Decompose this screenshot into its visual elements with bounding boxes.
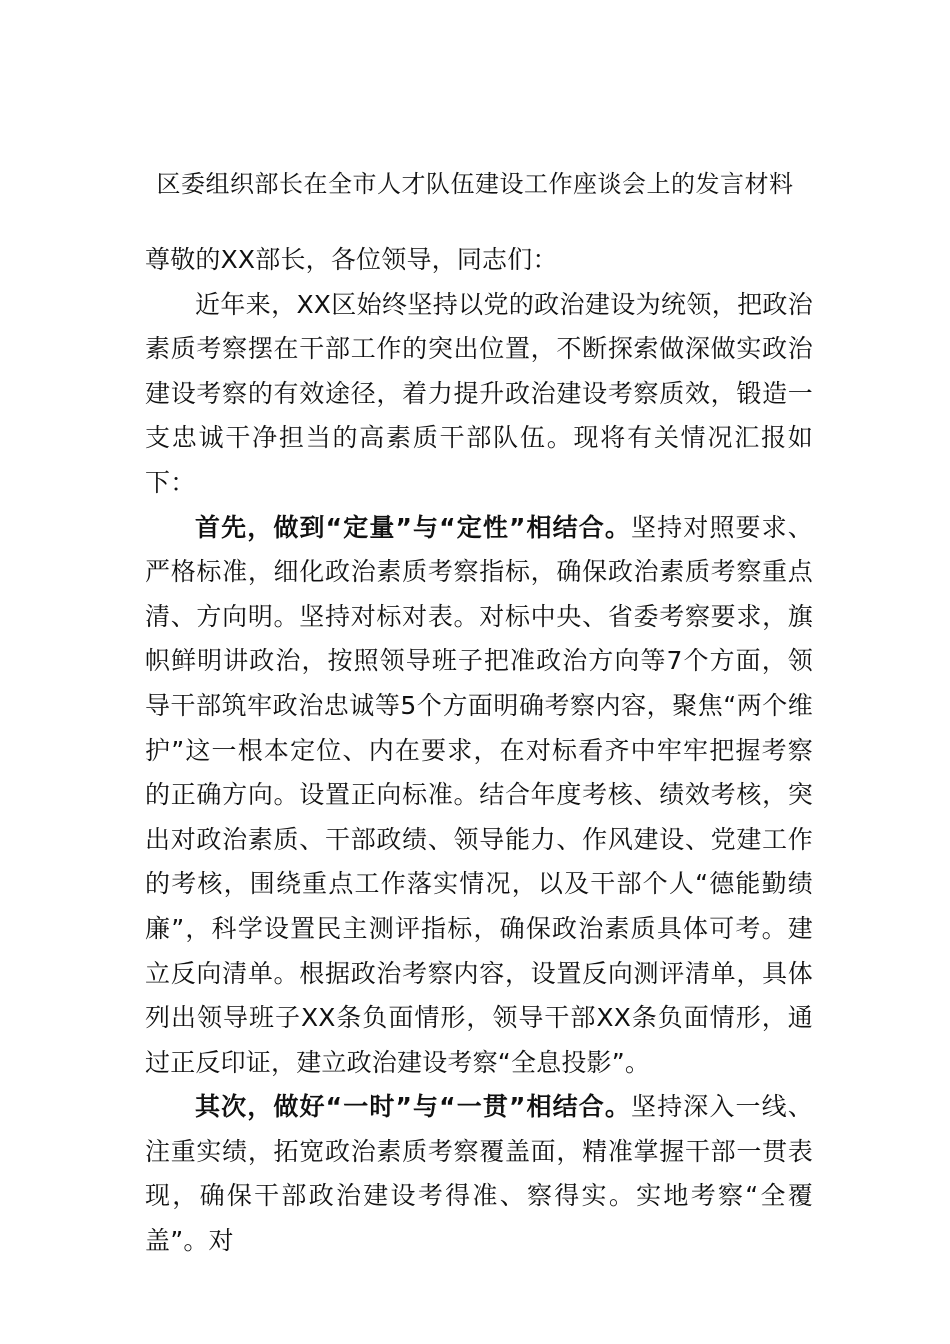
document-title: 区委组织部长在全市人才队伍建设工作座谈会上的发言材料 — [156, 170, 794, 198]
section-1-heading: 首先，做到“定量”与“定性”相结合。 — [195, 512, 632, 542]
section-2-heading: 其次，做好“一时”与“一贯”相结合。 — [195, 1092, 632, 1122]
salutation: 尊敬的XX部长，各位领导，同志们： — [145, 245, 558, 274]
section-2-paragraph — [145, 1085, 813, 1263]
section-1-paragraph — [145, 506, 813, 1086]
intro-paragraph: 近年来，XX区始终坚持以党的政治建设为统领，把政治素质考察摆在干部工作的突出位置，不断探索做深做实政治建设考察的有效途径，着力提升政治建设考察质效，锻造一支忠诚干净担当的高素质干部队伍。现将有关情况汇报如下： — [145, 289, 813, 497]
section-2-body: 坚持深入一线、注重实绩，拓宽政治素质考察覆盖面，精准掌握干部一贯表现，确保干部政治建设考得准、察得实。实地考察“全覆盖”。对 — [145, 1092, 813, 1256]
document-body — [145, 238, 813, 1264]
section-1-body: 坚持对照要求、严格标准，细化政治素质考察指标，确保政治素质考察重点清、方向明。坚持对标对表。对标中央、省委考察要求，旗帜鲜明讲政治，按照领导班子把准政治方向等7个方面，领导干部筑牢政治忠诚等5个方面明确考察内容，聚焦“两个维护”这一根本定位、内在要求，在对标看齐中牢牢把握考察的正确方向。设置正向标准。结合年度考核、绩效考核，突出对政治素质、干部政绩、领导能力、作风建设、党建工作的考核，围绕重点工作落实情况，以及干部个人“德能勤绩廉”，科学设置民主测评指标，确保政治素质具体可考。建立反向清单。根据政治考察内容，设置反向测评清单，具体列出领导班子XX条负面情形，领导干部XX条负面情形，通过正反印证，建立政治建设考察“全息投影”。 — [145, 512, 813, 1077]
